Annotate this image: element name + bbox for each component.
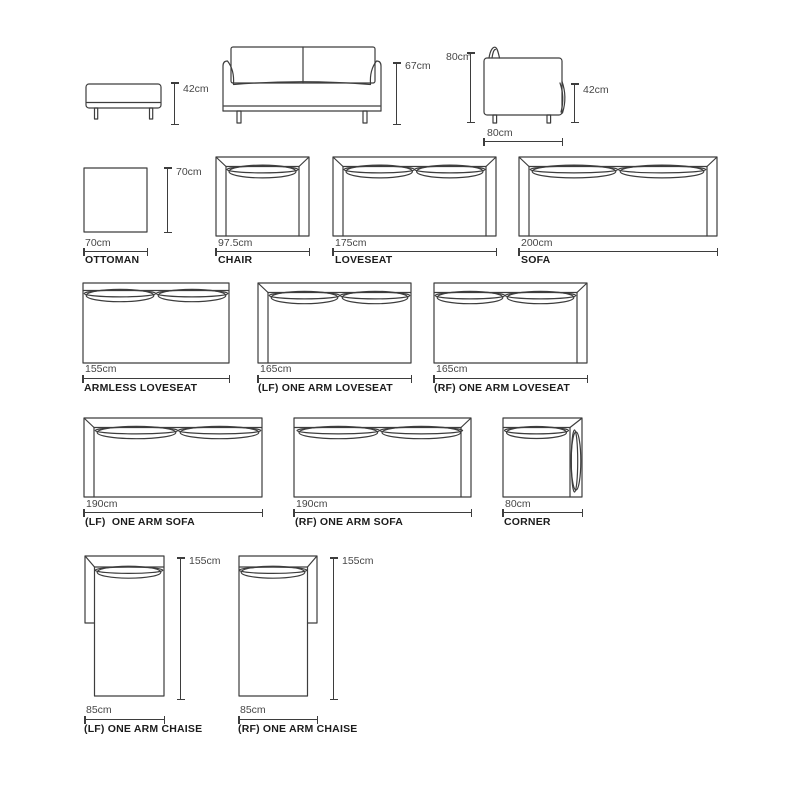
leg: [363, 111, 367, 123]
outline: [294, 418, 471, 497]
rf-one-arm-sofa-width-value: 190cm: [296, 498, 328, 510]
dimension-tick: [262, 509, 264, 517]
rf-one-arm-chaise-width-dimension: [238, 719, 318, 720]
chair-plan-drawing: [215, 156, 310, 237]
outline: [84, 168, 147, 232]
dimension-tick: [330, 557, 338, 559]
dimension-tick: [562, 138, 564, 146]
dimension-tick: [411, 375, 413, 383]
loveseat-width-dimension: [332, 251, 497, 252]
dimension-tick: [332, 248, 334, 256]
right-arm: [370, 61, 381, 111]
dimension-tick: [571, 83, 579, 85]
ottoman-side-view: [85, 83, 162, 123]
chair-side-view: [483, 44, 571, 124]
loveseat-plan-view: [332, 156, 497, 237]
leg: [95, 108, 98, 119]
chair-side-back-height-value: 80cm: [446, 51, 472, 63]
dimension-tick: [171, 124, 179, 126]
leg: [237, 111, 241, 123]
rf-one-arm-chaise-drawing: [238, 555, 318, 697]
dimension-tick: [164, 167, 172, 169]
rf-one-arm-loveseat-plan-view: [433, 282, 588, 364]
dimension-tick: [587, 375, 589, 383]
sofa-plan-view: [518, 156, 718, 237]
chair-side-seat-height-value: 42cm: [583, 84, 609, 96]
dimension-tick: [467, 122, 475, 124]
left-arm: [223, 61, 234, 111]
lf-one-arm-loveseat-width-value: 165cm: [260, 363, 292, 375]
armless-loveseat-drawing: [82, 282, 230, 364]
arm-corners: [520, 158, 717, 167]
ottoman-width-value: 70cm: [85, 237, 111, 249]
armless-loveseat-plan-view: [82, 282, 230, 364]
dimension-tick: [309, 248, 311, 256]
ottoman-plan-drawing: [83, 167, 148, 233]
back-cushion-hump-inner: [492, 49, 495, 58]
ottoman-label: OTTOMAN: [85, 254, 140, 266]
dimension-tick: [171, 82, 179, 84]
chair-side-depth-dimension: [483, 141, 563, 142]
sofa-front-drawing: [222, 45, 382, 127]
dimension-tick: [215, 248, 217, 256]
sofa-width-value: 200cm: [521, 237, 553, 249]
sofa-front-height-dimension: [396, 62, 397, 125]
loveseat-plan-drawing: [332, 156, 497, 237]
loveseat-width-value: 175cm: [335, 237, 367, 249]
ottoman-side-drawing: [85, 83, 162, 123]
ottoman-plan-view: [83, 167, 148, 233]
ottoman-width-dimension: [83, 251, 148, 252]
lf-one-arm-sofa-label: (LF) ONE ARM SOFA: [85, 516, 195, 528]
rf-one-arm-chaise-length-value: 155cm: [342, 555, 374, 567]
arm-corner: [570, 419, 582, 428]
dimension-tick: [571, 122, 579, 124]
ottoman-depth-value: 70cm: [176, 166, 202, 178]
rf-one-arm-sofa-drawing: [293, 417, 472, 498]
rf-one-arm-loveseat-width-value: 165cm: [436, 363, 468, 375]
corner-drawing: [502, 417, 583, 498]
lf-one-arm-loveseat-plan-view: [257, 282, 412, 364]
lf-one-arm-chaise-plan-view: [84, 555, 165, 697]
corner-label: CORNER: [504, 516, 551, 528]
dimension-tick: [164, 232, 172, 234]
dimension-tick: [229, 375, 231, 383]
arm-corners: [334, 158, 496, 167]
chair-label: CHAIR: [218, 254, 253, 266]
arm-corner: [308, 557, 317, 568]
dimension-tick: [393, 124, 401, 126]
dimension-tick: [582, 509, 584, 517]
rf-one-arm-chaise-plan-view: [238, 555, 318, 697]
dimension-tick: [518, 248, 520, 256]
outline: [83, 283, 229, 363]
lf-one-arm-chaise-length-value: 155cm: [189, 555, 221, 567]
rf-one-arm-chaise-width-value: 85cm: [240, 704, 266, 716]
lf-one-arm-chaise-label: (LF) ONE ARM CHAISE: [84, 723, 203, 735]
dimension-tick: [471, 509, 473, 517]
rf-one-arm-sofa-width-dimension: [293, 512, 472, 513]
rf-one-arm-chaise-length-dimension: [333, 557, 334, 700]
ottoman-depth-dimension: [167, 167, 168, 233]
rf-one-arm-loveseat-label: (RF) ONE ARM LOVESEAT: [434, 382, 571, 394]
ottoman-side-height-value: 42cm: [183, 83, 209, 95]
chair-side-drawing: [483, 44, 571, 124]
sofa-front-view: [222, 45, 382, 127]
ottoman-side-height-dimension: [174, 82, 175, 125]
chair-width-dimension: [215, 251, 310, 252]
leg: [150, 108, 153, 119]
lf-one-arm-sofa-width-value: 190cm: [86, 498, 118, 510]
dimension-tick: [717, 248, 719, 256]
corner-width-dimension: [502, 512, 583, 513]
lf-one-arm-loveseat-drawing: [257, 282, 412, 364]
arm-corner: [259, 284, 269, 293]
outline: [85, 556, 164, 696]
sofa-width-dimension: [518, 251, 718, 252]
loveseat-label: LOVESEAT: [335, 254, 393, 266]
dimension-tick: [330, 699, 338, 701]
lf-one-arm-chaise-width-value: 85cm: [86, 704, 112, 716]
rf-one-arm-loveseat-drawing: [433, 282, 588, 364]
arm-corner: [461, 419, 471, 428]
lf-one-arm-sofa-width-dimension: [83, 512, 263, 513]
sofa-front-height-value: 67cm: [405, 60, 431, 72]
outline: [86, 84, 161, 108]
outline: [484, 58, 562, 115]
sofa-plan-drawing: [518, 156, 718, 237]
back-cushion-hump: [489, 47, 500, 58]
corner-plan-view: [502, 417, 583, 498]
lf-one-arm-sofa-drawing: [83, 417, 263, 498]
arm-corner: [85, 419, 95, 428]
rf-one-arm-sofa-label: (RF) ONE ARM SOFA: [295, 516, 404, 528]
leg: [547, 115, 551, 123]
sofa-label: SOFA: [521, 254, 551, 266]
lf-one-arm-loveseat-label: (LF) ONE ARM LOVESEAT: [258, 382, 393, 394]
dimension-tick: [177, 557, 185, 559]
dimension-tick: [177, 699, 185, 701]
rf-one-arm-chaise-label: (RF) ONE ARM CHAISE: [238, 723, 358, 735]
chair-side-depth-value: 80cm: [487, 127, 513, 139]
corner-width-value: 80cm: [505, 498, 531, 510]
outline: [216, 157, 309, 236]
dimension-tick: [147, 248, 149, 256]
arm-corner: [86, 557, 95, 568]
dimension-tick: [393, 62, 401, 64]
chair-side-seat-height-dimension: [574, 83, 575, 123]
chair-width-value: 97.5cm: [218, 237, 253, 249]
armless-loveseat-width-dimension: [82, 378, 230, 379]
rf-one-arm-loveseat-width-dimension: [433, 378, 588, 379]
dimension-tick: [483, 138, 485, 146]
armless-loveseat-label: ARMLESS LOVESEAT: [84, 382, 198, 394]
lf-one-arm-chaise-drawing: [84, 555, 165, 697]
chair-plan-view: [215, 156, 310, 237]
leg: [493, 115, 497, 123]
dimension-tick: [496, 248, 498, 256]
lf-one-arm-loveseat-width-dimension: [257, 378, 412, 379]
rf-one-arm-sofa-plan-view: [293, 417, 472, 498]
armless-loveseat-width-value: 155cm: [85, 363, 117, 375]
arm-corner: [577, 284, 587, 293]
side-cushion: [571, 432, 581, 490]
lf-one-arm-sofa-plan-view: [83, 417, 263, 498]
lf-one-arm-chaise-length-dimension: [180, 557, 181, 700]
lf-one-arm-chaise-width-dimension: [84, 719, 165, 720]
